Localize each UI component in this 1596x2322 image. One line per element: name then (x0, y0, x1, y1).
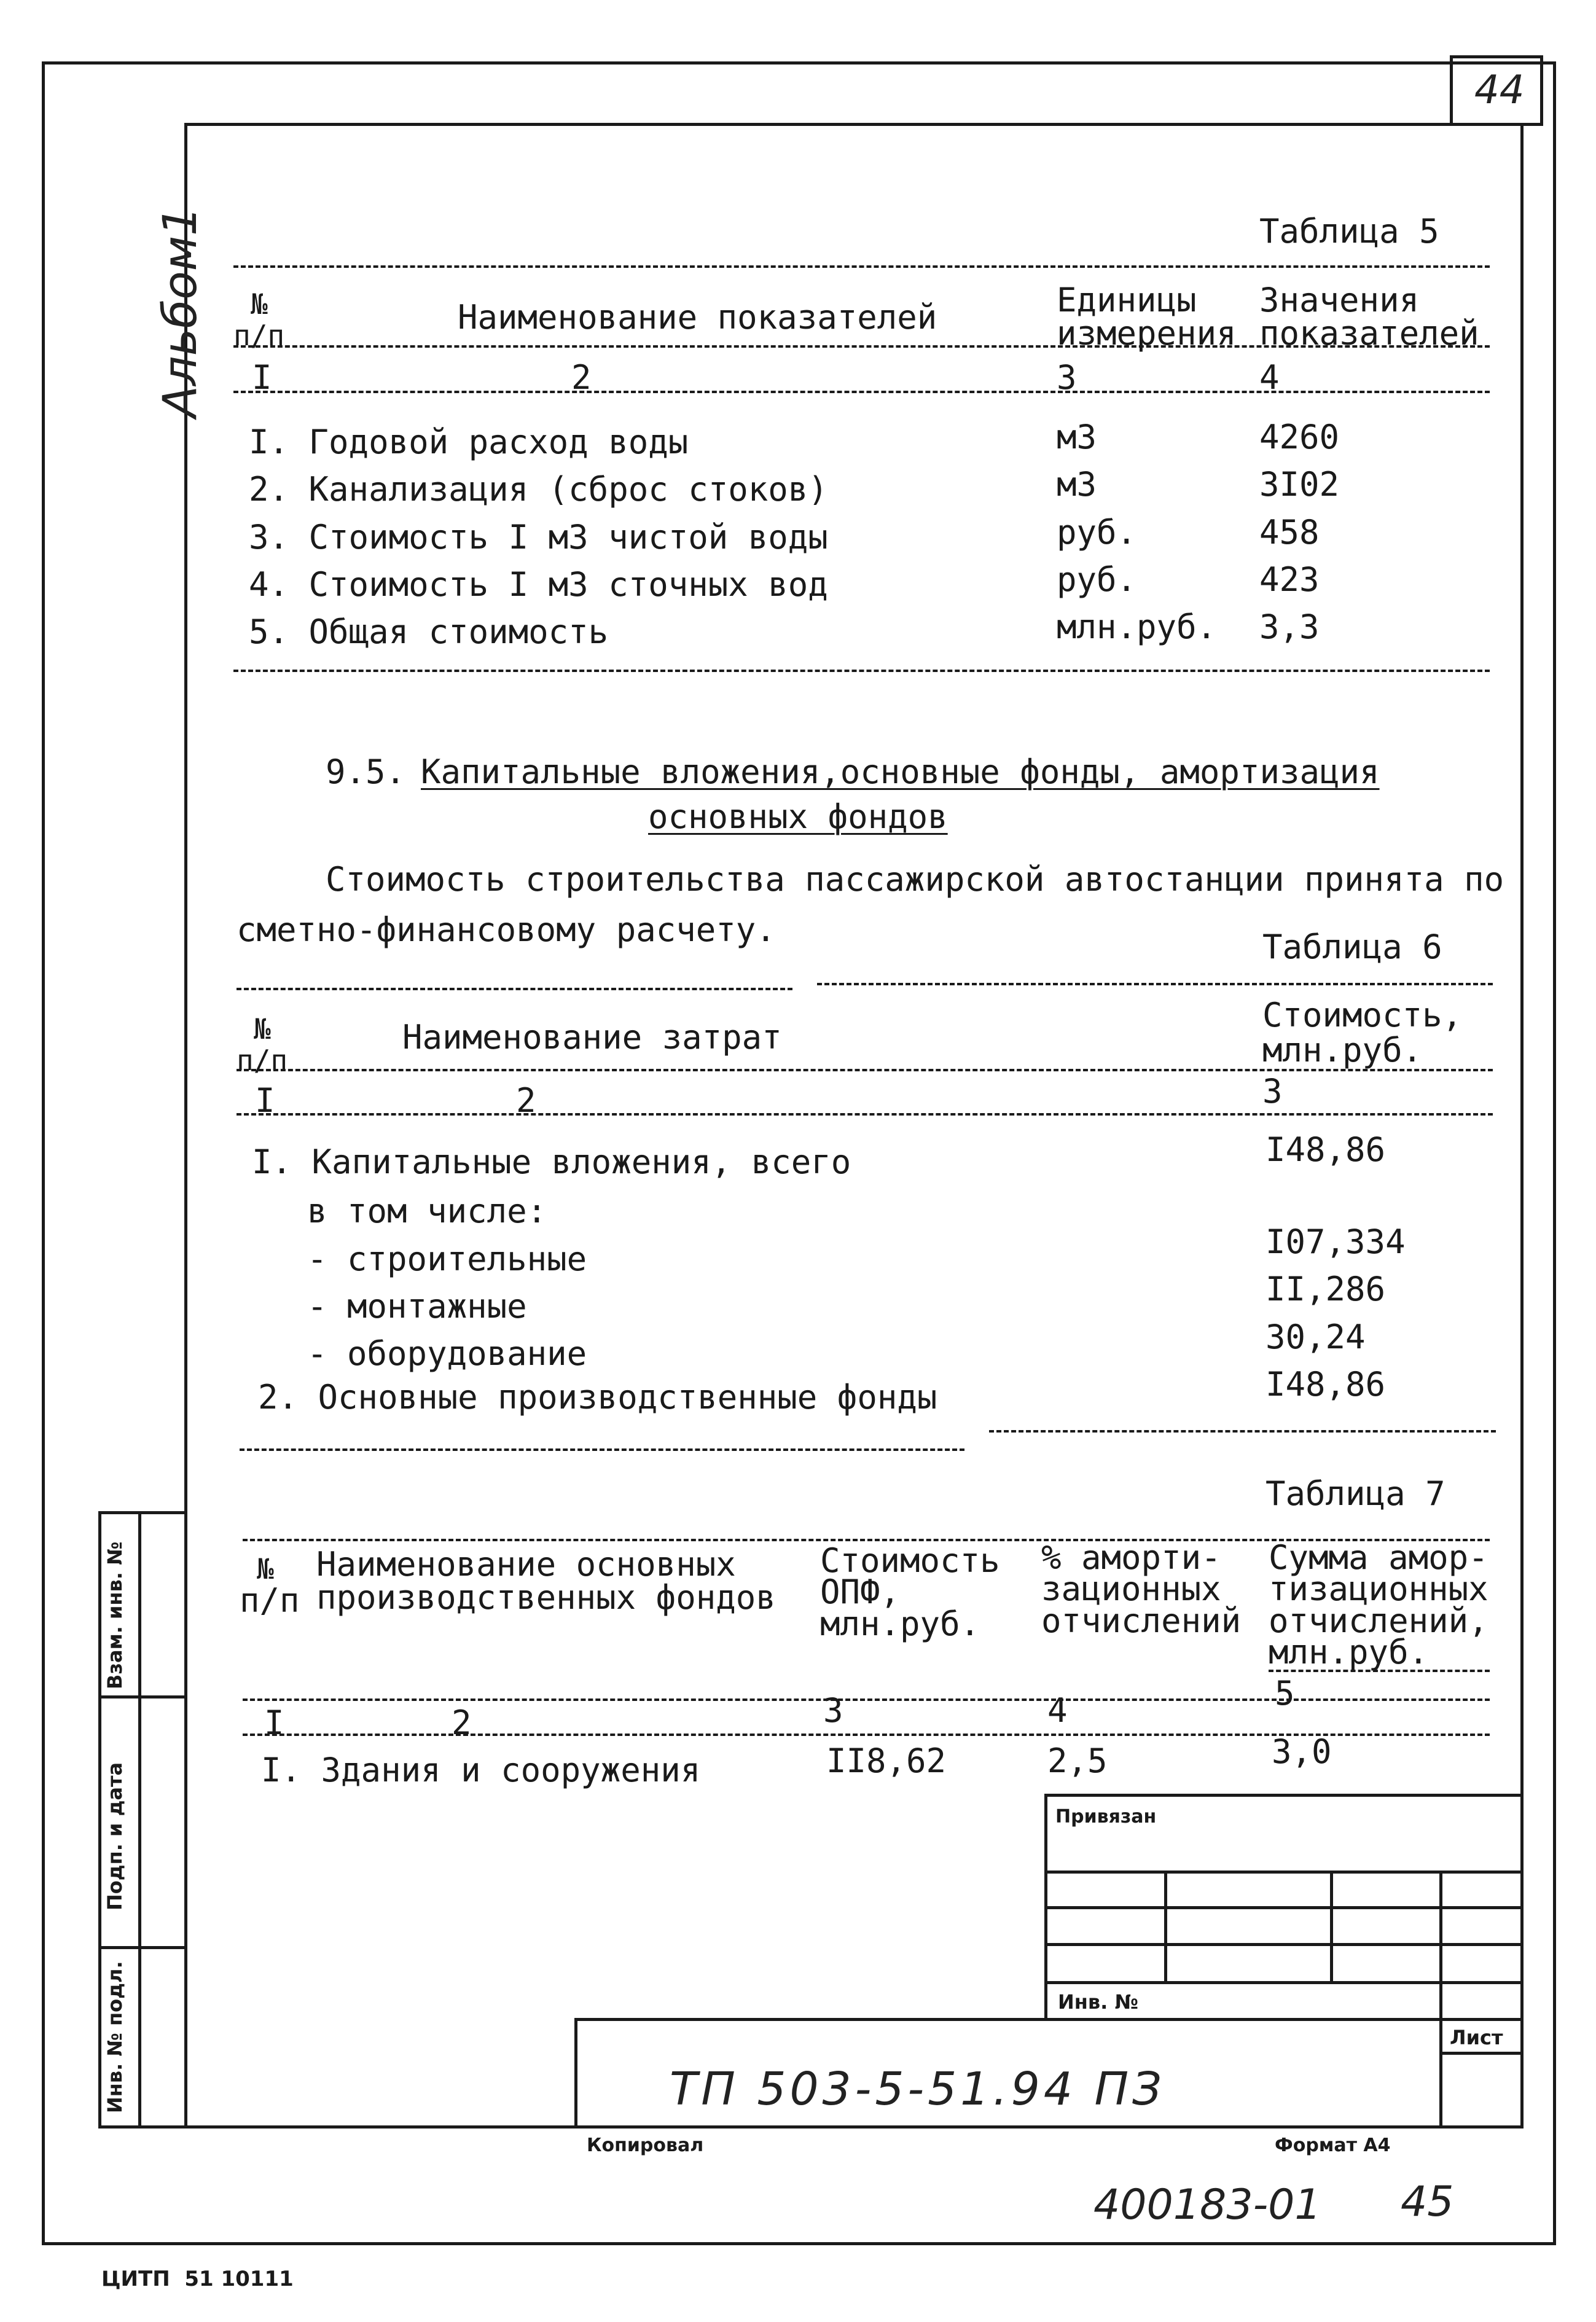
table5-colnum-4: 4 (1259, 358, 1280, 397)
table5-header-unit (1057, 281, 1237, 353)
stamp-sheet-label: Лист (1450, 2026, 1503, 2049)
stamp-sheet-divider-v (1439, 2018, 1442, 2128)
table6-row-name: - монтажные (307, 1287, 527, 1326)
table6-row-name: - строительные (307, 1240, 587, 1278)
table5-header-value (1259, 281, 1479, 353)
table7-header-cost (820, 1541, 1000, 1643)
margin-strip-divider (138, 1511, 141, 2128)
table5-colnum-rule (233, 391, 1490, 393)
section-title-line2: основных фондов (648, 797, 948, 836)
table7-colnum-5: 5 (1275, 1674, 1295, 1713)
margin-label-sign-date: Подп. и дата (103, 1762, 127, 1910)
print-mark: ЦИТП 51 10111 (101, 2267, 294, 2291)
table7-header-sum-line1: Сумма амор- (1269, 1538, 1488, 1577)
table6-colnum-1: I (255, 1081, 275, 1120)
table7-row-name: I. Здания и сооружения (261, 1751, 701, 1789)
table6-row-value: 30,24 (1265, 1318, 1366, 1356)
table7-header-rate-line1: % аморти- (1041, 1538, 1221, 1577)
table7-header-sum-line4: млн.руб. (1269, 1632, 1429, 1671)
table5-row-unit: руб. (1057, 560, 1137, 599)
table5-caption: Таблица 5 (1259, 212, 1439, 251)
table5-colnum-1: I (252, 358, 272, 397)
table5-row-name: I. Годовой расход воды (249, 423, 689, 461)
table7-row-sum: 3,0 (1272, 1732, 1332, 1771)
table7-header-sum-line2: тизационных (1269, 1570, 1488, 1609)
table6-colnum-3: 3 (1262, 1072, 1283, 1111)
table7-header-cost-line2: ОПФ, (820, 1573, 901, 1612)
table6-row-value: I48,86 (1265, 1365, 1386, 1404)
table5-header-unit-line1: Единицы (1057, 281, 1197, 319)
table7-header-cost-line3: млн.руб. (820, 1604, 980, 1643)
stamp-copied-label: Копировал (587, 2135, 704, 2156)
stamp-bound-label: Привязан (1055, 1806, 1157, 1828)
table7-header-rate-line2: зационных (1041, 1570, 1221, 1609)
table5-top-rule (233, 265, 1490, 268)
table6-header-cost-line1: Стоимость, (1262, 996, 1463, 1034)
table6-row-value: I07,334 (1265, 1222, 1406, 1261)
section-number: 9.5. (326, 752, 406, 791)
table5-colnum-3: 3 (1057, 358, 1077, 397)
table6-top-rule-2 (817, 983, 1493, 985)
table7-header-name-line2: производственных фондов (316, 1578, 776, 1617)
table6-header-cost-line2: млн.руб. (1262, 1030, 1423, 1069)
stamp-grid-v3 (1439, 1871, 1442, 2021)
table6-header-num-line2: п/п (237, 1043, 288, 1077)
table6-row-value: II,286 (1265, 1270, 1386, 1308)
stamp-grid-h2 (1044, 1906, 1524, 1909)
table6-bottom-rule (240, 1448, 964, 1451)
table6-row-name: 2. Основные производственные фонды (258, 1378, 937, 1417)
table6-bottom-rule-2 (989, 1430, 1496, 1433)
margin-label-replaced-inv: Взам. инв. № (103, 1541, 127, 1689)
table5-row-unit: руб. (1057, 513, 1137, 552)
table5-row-value: 3,3 (1259, 608, 1320, 646)
table5-row-unit: млн.руб. (1057, 608, 1217, 646)
table6-colnum-2: 2 (516, 1081, 536, 1120)
table5-colnum-2: 2 (571, 358, 592, 397)
table7-header-rule (1269, 1670, 1490, 1672)
margin-strip-cell-rule-1 (98, 1695, 187, 1698)
table5-row-value: 458 (1259, 513, 1320, 552)
stamp-doc-code: ТП 503-5-51.94 ПЗ (670, 2063, 1165, 2116)
section-title-line1: Капитальные вложения,основные фонды, амортизация (421, 752, 1380, 791)
sheet-number-handwritten: 45 (1401, 2178, 1454, 2226)
table7-header-name (316, 1545, 776, 1617)
table5-header-name: Наименование показателей (458, 298, 937, 337)
table7-row-rate: 2,5 (1047, 1742, 1108, 1780)
table6-header-num-line1: № (254, 1012, 271, 1046)
table6-header-name: Наименование затрат (402, 1018, 782, 1057)
table5-header-value-line2: показателей (1259, 314, 1479, 353)
table5-bottom-rule (233, 670, 1490, 672)
stamp-sheet-divider-h (1439, 2052, 1524, 2055)
table7-header-num-line1: № (257, 1552, 274, 1585)
table7-header-rate-line3: отчислений (1041, 1601, 1242, 1640)
table6-row-name: в том числе: (307, 1192, 547, 1230)
table5-row-name: 4. Стоимость I м3 сточных вод (249, 565, 828, 604)
table5-row-name: 2. Канализация (сброс стоков) (249, 470, 828, 509)
table5-header-rule (233, 345, 1490, 348)
table6-caption: Таблица 6 (1262, 928, 1442, 966)
section-paragraph-line1: Стоимость строительства пассажирской автостанции принята по (326, 860, 1504, 899)
stamp-format-label: Формат А4 (1275, 2135, 1391, 2156)
table5-row-value: 3I02 (1259, 465, 1340, 504)
table5-header-num (233, 289, 284, 351)
table6-colnum-rule (237, 1113, 1493, 1116)
stamp-grid-h1 (1044, 1871, 1524, 1874)
page-number: 44 (1474, 68, 1525, 113)
table5-row-value: 4260 (1259, 418, 1340, 456)
table5-row-unit: м3 (1057, 465, 1097, 504)
stamp-grid-v2 (1330, 1871, 1333, 1981)
table5-row-unit: м3 (1057, 418, 1097, 456)
table7-header-sum-line3: отчислений, (1269, 1601, 1488, 1640)
table5-header-unit-line2: измерения (1057, 314, 1237, 353)
table6-header-rule (237, 1069, 1493, 1071)
section-paragraph-line2: сметно-финансовому расчету. (237, 910, 776, 949)
table7-row-cost: II8,62 (826, 1742, 947, 1780)
table6-header-cost (1262, 998, 1462, 1068)
table7-colnum-4: 4 (1047, 1691, 1068, 1730)
table6-row-name: I. Капитальные вложения, всего (252, 1143, 851, 1181)
table7-header-sum (1269, 1538, 1488, 1671)
archive-number: 400183-01 (1093, 2181, 1321, 2229)
table7-header-name-line1: Наименование основных (316, 1545, 736, 1584)
table7-header-num-line2: п/п (240, 1581, 300, 1620)
table5-row-name: 3. Стоимость I м3 чистой воды (249, 518, 828, 557)
table5-row-value: 423 (1259, 560, 1320, 599)
margin-strip-cell-rule-2 (98, 1946, 187, 1949)
table7-header-rule-2 (243, 1698, 1490, 1701)
table6-top-rule (237, 988, 792, 990)
stamp-grid-h4 (1044, 1981, 1524, 1984)
table6-row-value: I48,86 (1265, 1130, 1386, 1169)
table7-caption: Таблица 7 (1265, 1474, 1445, 1513)
table7-header-num (240, 1554, 300, 1619)
table5-header-num-line2: п/п (233, 318, 285, 352)
stamp-inv-no-label: Инв. № (1058, 1990, 1138, 2014)
table6-header-num (237, 1014, 288, 1076)
table5-header-value-line1: Значения (1259, 281, 1420, 319)
album-label: Альбом1 (152, 206, 207, 418)
table5-row-name: 5. Общая стоимость (249, 612, 609, 651)
table6-row-name: - оборудование (307, 1334, 587, 1373)
stamp-grid-h3 (1044, 1943, 1524, 1946)
table7-colnum-1: I (264, 1703, 284, 1742)
table7-colnum-3: 3 (823, 1691, 843, 1730)
table7-colnum-2: 2 (452, 1703, 472, 1742)
stamp-grid-v1 (1164, 1871, 1167, 1981)
table5-header-num-line1: № (251, 287, 268, 321)
table7-header-rate (1041, 1538, 1242, 1640)
table7-header-cost-line1: Стоимость (820, 1541, 1000, 1580)
margin-label-orig-inv: Инв. № подл. (103, 1961, 127, 2113)
